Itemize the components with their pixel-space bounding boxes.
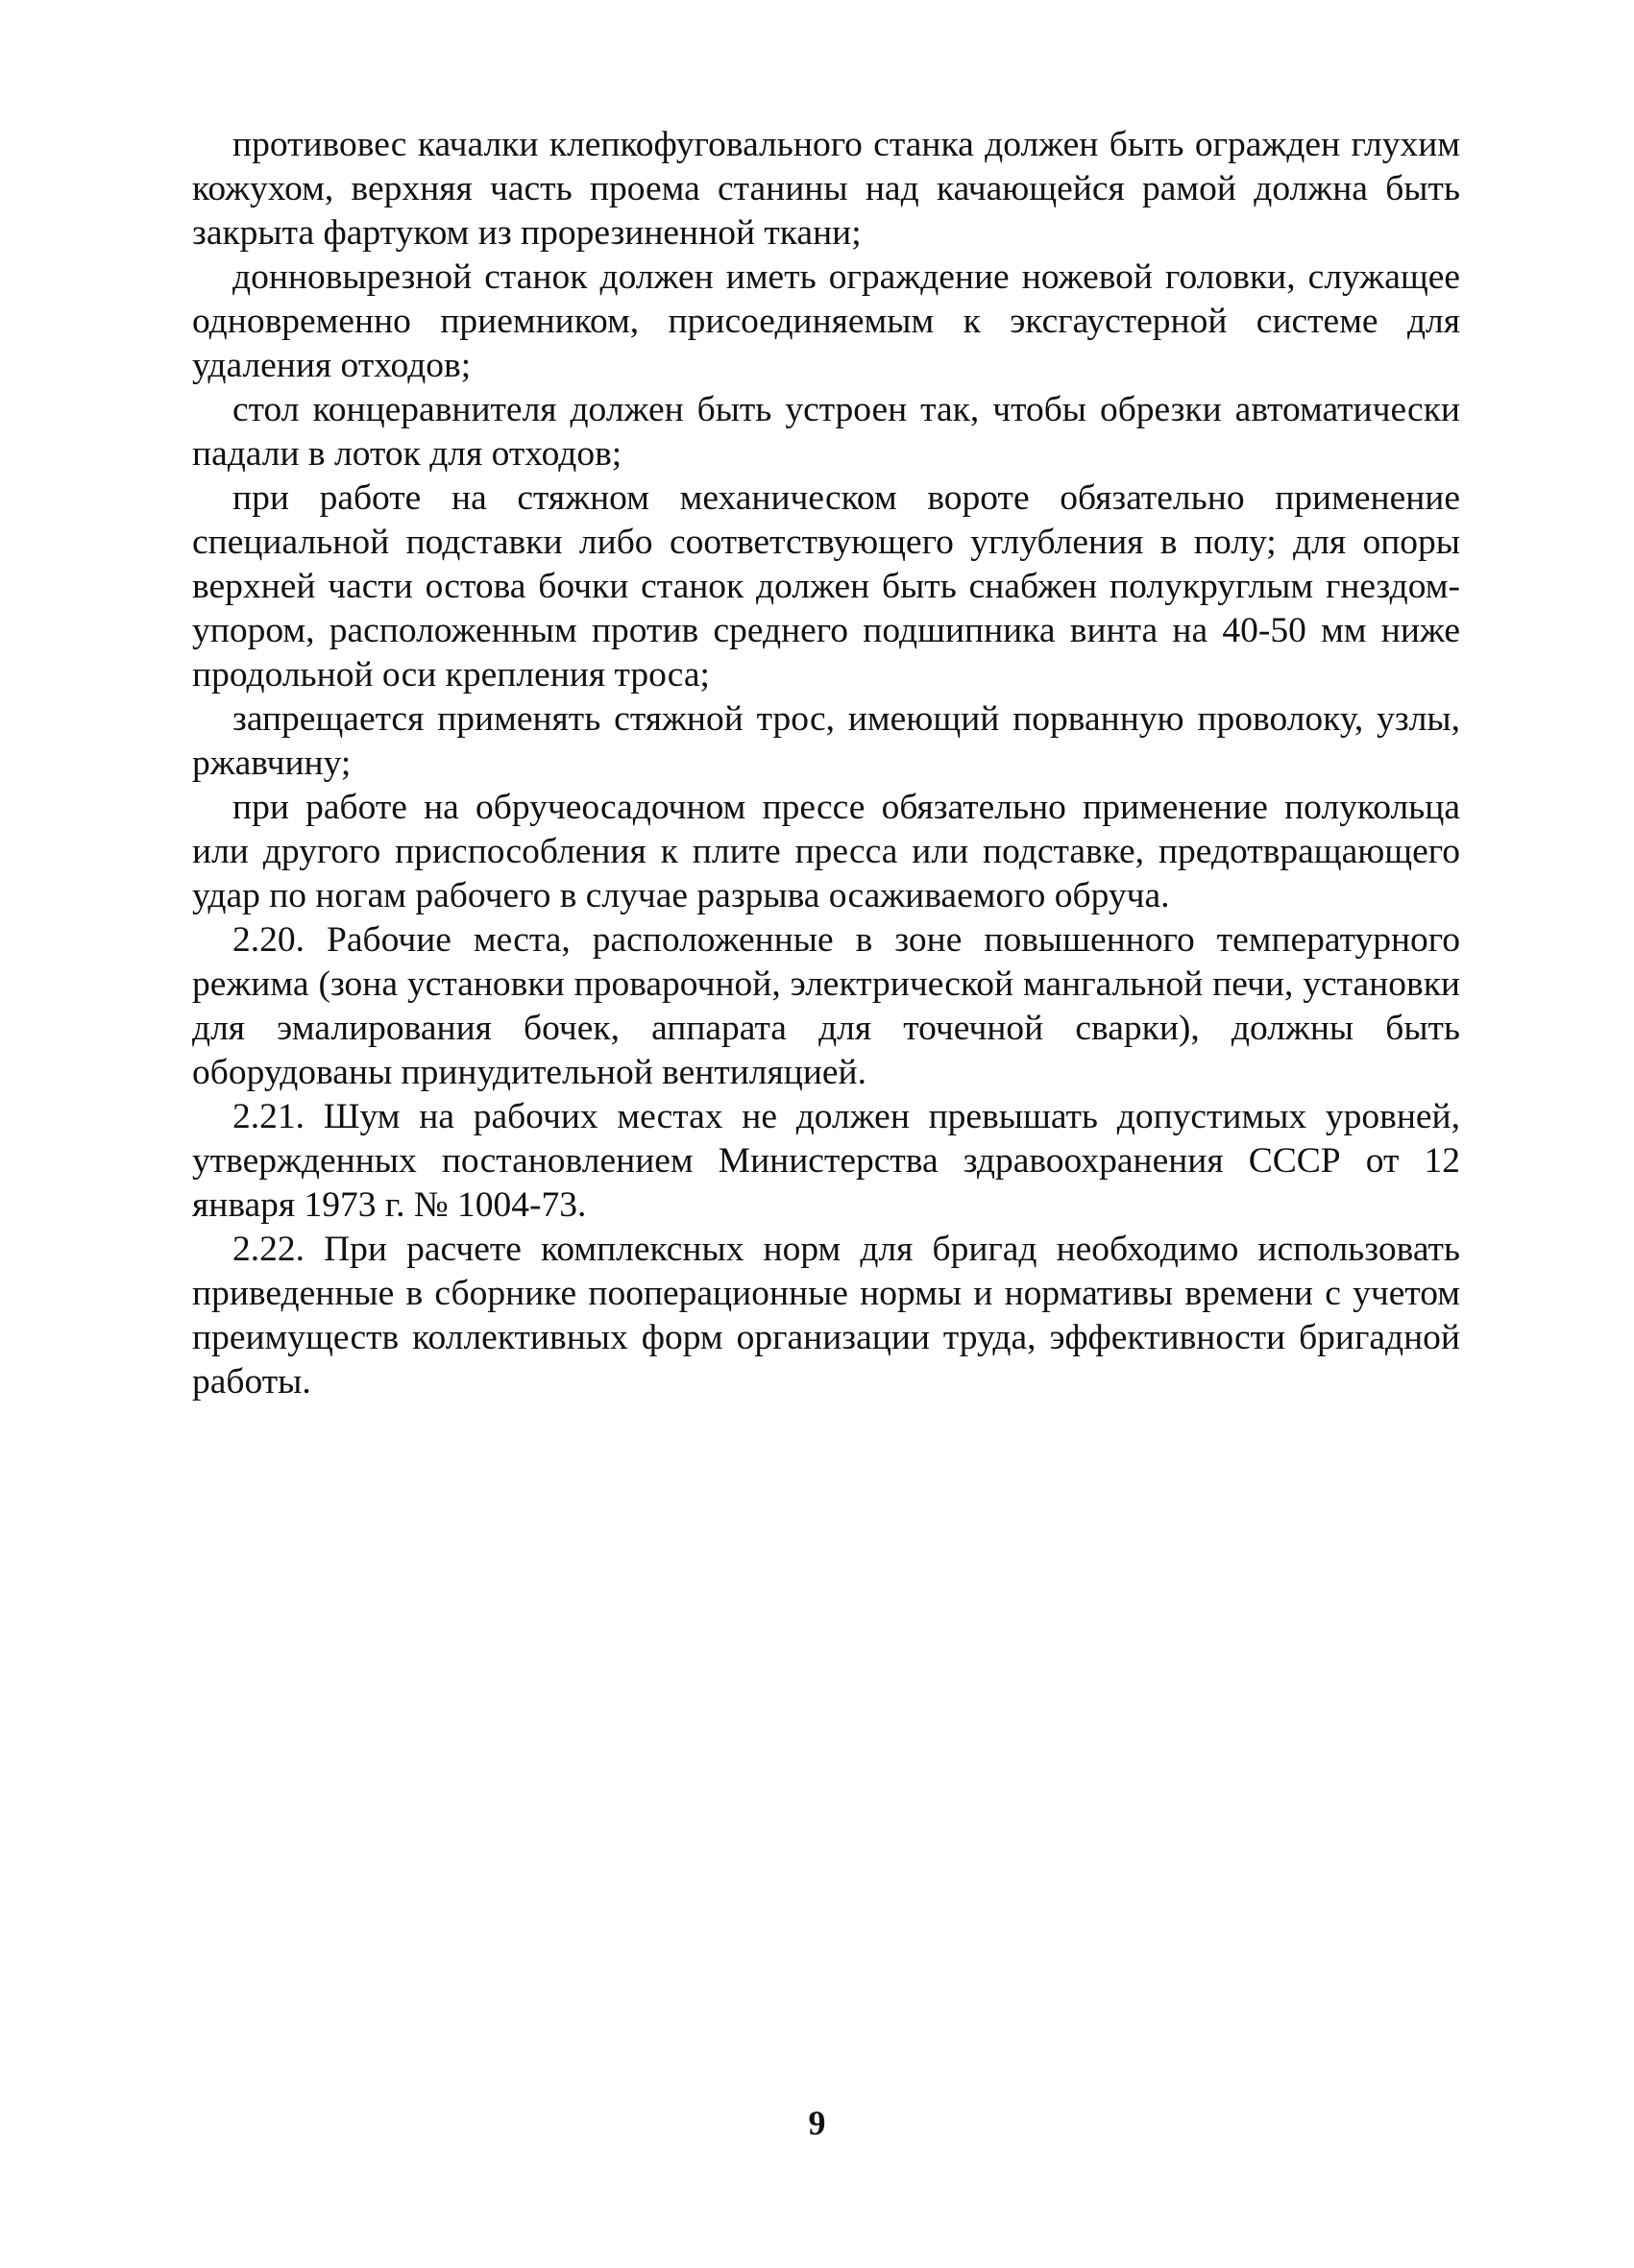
paragraph-bottom-cutting-machine: донновырезной станок должен иметь ограждение ножевой головки, служащее одновременно приемником, присоединяемым к эксгаустерной системе для удаления отходов; [192, 257, 1460, 385]
paragraph-tightening-winch: при работе на стяжном механическом вороте обязательно применение специальной подставки либо соответствующего углубления в полу; для опоры верхней части остова бочки станок должен быть снабжен полукруглым гнездом-упором, расположенным против среднего подшипника винта на 40-50 мм ниже продольной оси крепления троса; [192, 478, 1460, 695]
paragraph-2-21-noise: 2.21. Шум на рабочих местах не должен превышать допустимых уровней, утвержденных постановлением Министерства здравоохранения СССР от 12 января 1973 г. № 1004-73. [192, 1097, 1460, 1225]
page-number: 9 [808, 2104, 826, 2142]
paragraph-counterweight-guard: противовес качалки клепкофуговального станка должен быть огражден глухим кожухом, верхняя часть проема станины над качающейся рамой должна быть закрыта фартуком из прорезиненной ткани; [192, 125, 1460, 253]
paragraph-end-trimmer-table: стол концеравнителя должен быть устроен так, чтобы обрезки автоматически падали в лоток для отходов; [192, 390, 1460, 474]
paragraph-hoop-press: при работе на обручеосадочном прессе обязательно применение полукольца или другого приспособления к плите пресса или подставке, предотвращающего удар по ногам рабочего в случае разрыва осаживаемого обруча. [192, 788, 1460, 915]
paragraph-2-20-ventilation: 2.20. Рабочие места, расположенные в зоне повышенного температурного режима (зона установки проварочной, электрической мангальной печи, установки для эмалирования бочек, аппарата для точечной сварки), должны быть оборудованы принудительной вентиляцией. [192, 920, 1460, 1092]
paragraph-tightening-cable: запрещается применять стяжной трос, имеющий порванную проволоку, узлы, ржавчину; [192, 699, 1460, 783]
paragraph-2-22-brigade-norms: 2.22. При расчете комплексных норм для бригад необходимо использовать приведенные в сборнике пооперационные нормы и нормативы времени с учетом преимуществ коллективных форм организации труда, эффективности бригадной работы. [192, 1230, 1460, 1402]
body-text [192, 123, 1460, 1404]
